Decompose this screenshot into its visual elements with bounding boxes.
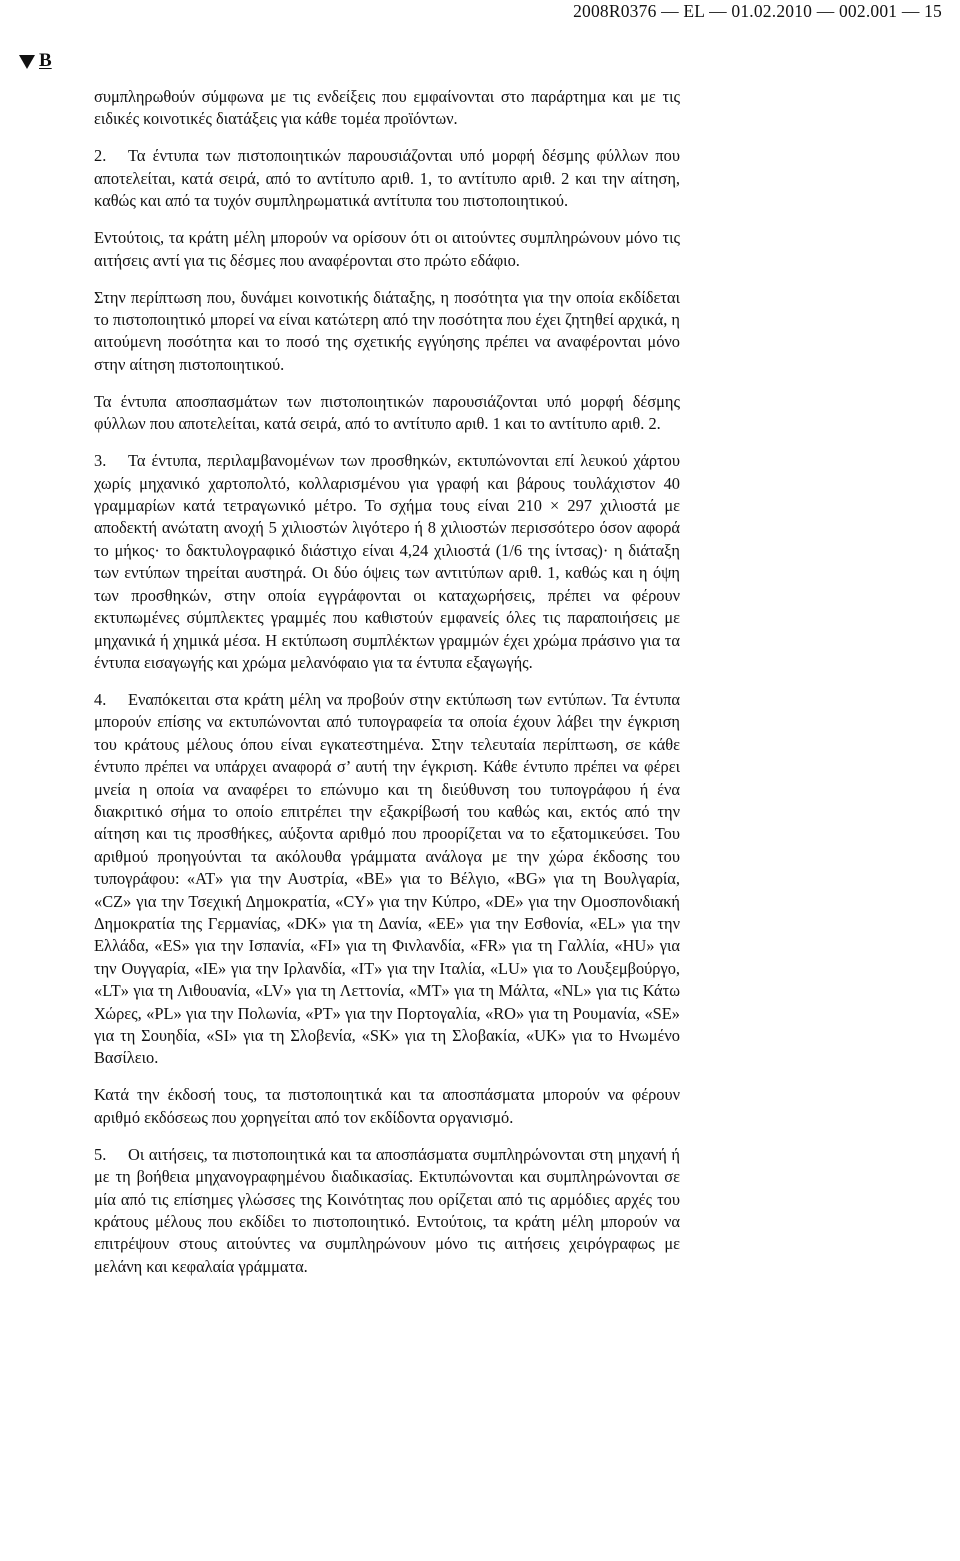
paragraph-number: 3. (94, 451, 107, 471)
paragraph-number: 4. (94, 689, 107, 709)
paragraph-text: Τα έντυπα αποσπασμάτων των πιστοποιητικών παρουσιάζονται υπό μορφή δέσμης φύλλων που αποτελείται, κατά σειρά, από το αντίτυπο αριθ. 1 και το αντίτυπο αριθ. 2. (94, 391, 680, 434)
document-body (94, 86, 680, 1290)
paragraph-text: Στην περίπτωση που, δυνάμει κοινοτικής διάταξης, η ποσότητα για την οποία εκδίδεται το πιστοποιητικό μπορεί να είναι κατώτερη από την ποσότητα που έχει ζητηθεί αρχικά, η αιτούμενη ποσότητα και το ποσό της σχετικής εγγύησης πρέπει να αναφέρονται μόνο στην αίτηση πιστοποιητικού. (94, 287, 680, 374)
paragraph (94, 450, 680, 674)
paragraph-number: 5. (94, 1144, 107, 1164)
paragraph-text: Εντούτοις, τα κράτη μέλη μπορούν να ορίσουν ότι οι αιτούντες συμπληρώνουν μόνο τις αιτήσεις αντί για τις δέσμες που αναφέρονται στο πρώτο εδάφιο. (94, 228, 680, 270)
amendment-letter: B (39, 50, 52, 71)
paragraph (94, 86, 680, 131)
paragraph (94, 1084, 680, 1129)
paragraph-text: Οι αιτήσεις, τα πιστοποιητικά και τα αποσπάσματα συμπληρώνονται στη μηχανή ή με τη βοήθεια μηχανογραφημένου διαδικασίας. Εκτυπώνονται και συμπληρώνονται σε μία από τις επίσημες γλώσσες της Κοινότητας που ορίζεται από τις αρμόδιες αρχές του κράτους μέλους που εκδίδει το πιστοποιητικό. Εντούτοις, τα κράτη μέλη μπορούν να επιτρέψουν στους αιτούντες να συμπληρώνουν μόνο τις αιτήσεις χειρόγραφως με μελάνη και κεφαλαία γράμματα. (94, 1144, 680, 1276)
paragraph-number: 2. (94, 146, 107, 166)
paragraph-text: Τα έντυπα, περιλαμβανομένων των προσθηκών, εκτυπώνονται επί λευκού χάρτου χωρίς μηχανικό χαρτοπολτό, κολλαρισμένου για γραφή και βάρους τουλάχιστον 40 γραμμαρίων κατά τετραγωνικό μέτρο. Το σχήμα τους είναι 210 × 297 χιλιοστά με αποδεκτή ανώτατη ανοχή 5 χιλιοστών λιγότερο ή 8 χιλιοστών περισσότερο όσον αφορά το μήκος· το δακτυλογραφικό διάστιχο είναι 4,24 χιλιοστά (1/6 της ίντσας)· η διάταξη των εντύπων τηρείται αυστηρά. Οι δύο όψεις των αντιτύπων αριθ. 1, καθώς και η όψη των προσθηκών, στην οποία εγγράφονται οι καταχωρήσεις, πρέπει να φέρουν εκτυπωμένες σύμπλεκτες γραμμές που καθιστούν εμφανείς όλες τις παραποιήσεις με μηχανικά ή χημικά μέσα. Η εκτύπωση συμπλέκτων γραμμών έχει χρώμα πράσινο για τα έντυπα εισαγωγής και χρώμα μελανόφαιο για τα έντυπα εξαγωγής. (94, 451, 680, 672)
paragraph-text: Κατά την έκδοσή τους, τα πιστοποιητικά και τα αποσπάσματα μπορούν να φέρουν αριθμό εκδόσεως που χορηγείται από τον εκδίδοντα οργανισμό. (94, 1085, 680, 1127)
paragraph (94, 1144, 680, 1278)
amendment-marker (19, 50, 52, 72)
paragraph (94, 145, 680, 212)
paragraph (94, 227, 680, 272)
paragraph-text: Εναπόκειται στα κράτη μέλη να προβούν στην εκτύπωση των εντύπων. Τα έντυπα μπορούν επίσης να εκτυπώνονται από τυπογραφεία τα οποία έχουν λάβει την έγκριση του κράτους μέλους όπου είναι εγκατεστημένα. Στην τελευταία περίπτωση, σε κάθε έντυπο πρέπει να υπάρχει αναφορά σ’ αυτή την έγκριση. Κάθε έντυπο πρέπει να φέρει μνεία η οποία να αναφέρει το επώνυμο και τη διεύθυνση του τυπογράφου ή ένα διακριτικό σήμα το οποίο επιτρέπει την εξακρίβωσή του καθώς και, εκτός από την αίτηση και τις προσθήκες, αύξοντα αριθμό που προορίζεται να το εξατομικεύσει. Του αριθμού προηγούνται τα ακόλουθα γράμματα ανάλογα με την χώρα έκδοσης του τυπογράφου: «AT» για την Αυστρία, «BE» για το Βέλγιο, «BG» για τη Βουλγαρία, «CZ» για την Τσεχική Δημοκρατία, «CY» για την Κύπρο, «DE» για την Ομοσπονδιακή Δημοκρατία της Γερμανίας, «DK» για τη Δανία, «EE» για την Εσθονία, «EL» για την Ελλάδα, «ES» για την Ισπανία, «FI» για τη Φινλανδία, «FR» για τη Γαλλία, «HU» για την Ουγγαρία, «IE» για την Ιρλανδία, «IT» για την Ιταλία, «LU» για το Λουξεμβούργο, «LT» για τη Λιθουανία, «LV» για τη Λεττονία, «MT» για τη Μάλτα, «NL» για τις Κάτω Χώρες, «PL» για την Πολωνία, «PT» για την Πορτογαλία, «RO» για τη Ρουμανία, «SE» για τη Σουηδία, «SI» για τη Σλοβενία, «SK» για τη Σλοβακία, «UK» για το Ηνωμένο Βασίλειο. (94, 689, 680, 1068)
paragraph (94, 689, 680, 1070)
paragraph-text: Τα έντυπα των πιστοποιητικών παρουσιάζονται υπό μορφή δέσμης φύλλων που αποτελείται, κατά σειρά, από το αντίτυπο αριθ. 1, το αντίτυπο αριθ. 2 και την αίτηση, καθώς και από τα τυχόν συμπληρωματικά αντίτυπα του πιστοποιητικού. (94, 146, 680, 211)
triangle-down-icon (19, 55, 35, 69)
page-header: 2008R0376 — EL — 01.02.2010 — 002.001 — 15 (573, 1, 942, 21)
paragraph-text: συμπληρωθούν σύμφωνα με τις ενδείξεις που εμφαίνονται στο παράρτημα και με τις ειδικές κοινοτικές διατάξεις για κάθε τομέα προϊόντων. (94, 87, 680, 129)
paragraph (94, 391, 680, 436)
paragraph (94, 287, 680, 377)
